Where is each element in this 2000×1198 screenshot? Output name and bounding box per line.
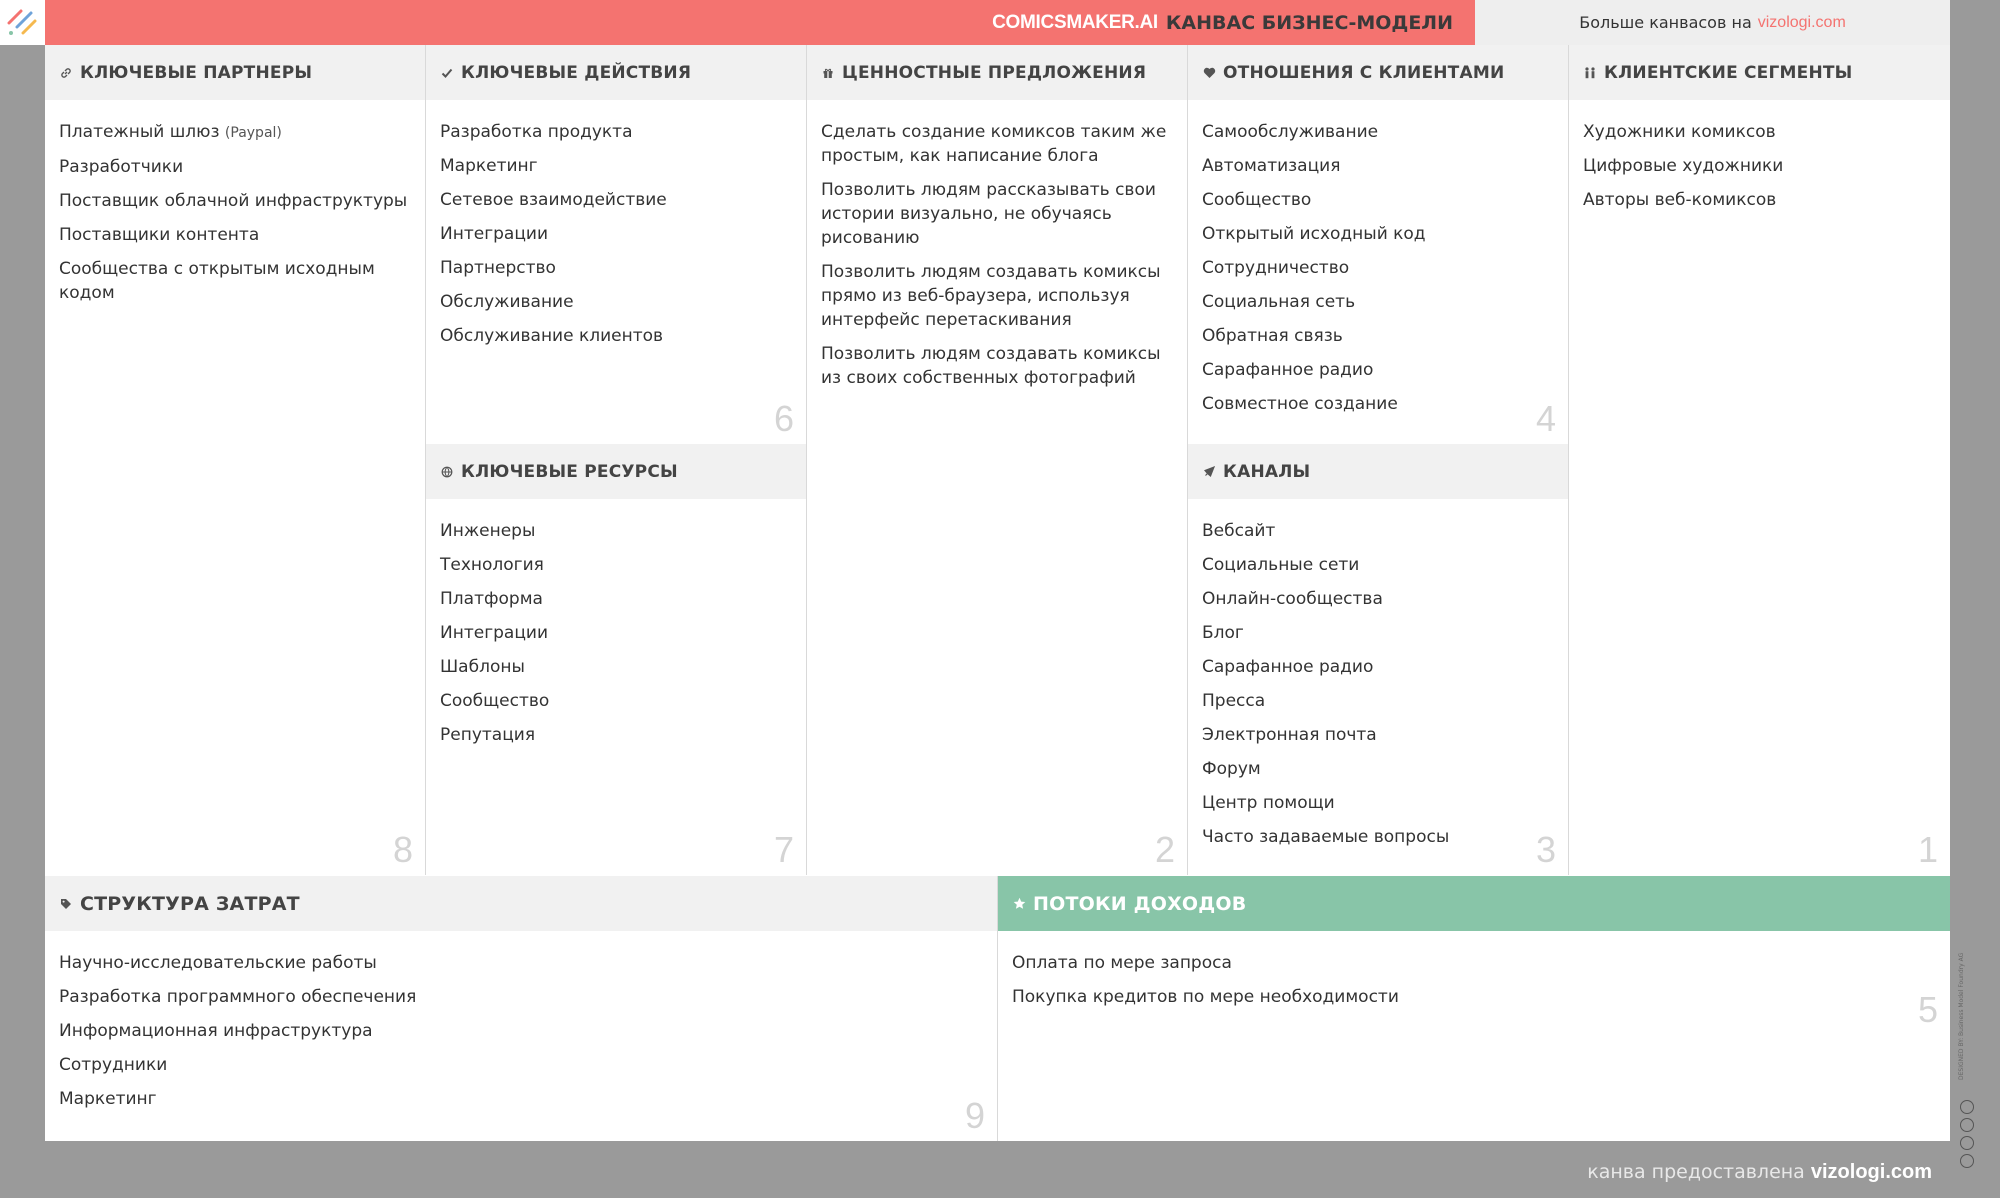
list-item: Маркетинг xyxy=(59,1089,157,1109)
footer-credit-text: канва предоставлена xyxy=(1587,1161,1805,1183)
list-item: Сарафанное радио xyxy=(1202,657,1374,677)
key-partners-header xyxy=(45,45,425,100)
cc-icon xyxy=(1960,1100,1974,1114)
link-icon xyxy=(59,66,73,80)
page-title: КАНВАС БИЗНЕС-МОДЕЛИ xyxy=(1165,11,1453,34)
business-model-canvas xyxy=(45,45,1950,1141)
customer-segments-title: КЛИЕНТСКИЕ СЕГМЕНТЫ xyxy=(1604,62,1853,83)
license-icon xyxy=(1960,1154,1974,1168)
list-item: Совместное создание xyxy=(1202,394,1398,414)
channels-list xyxy=(1188,499,1568,849)
header-bar xyxy=(45,0,1475,45)
key-partners-list xyxy=(45,100,425,305)
list-item: Позволить людям создавать комиксы из своих собственных фотографий xyxy=(821,344,1161,388)
customer-relationships-title: ОТНОШЕНИЯ С КЛИЕНТАМИ xyxy=(1223,62,1505,83)
list-item: Форум xyxy=(1202,759,1261,779)
people-icon xyxy=(1583,66,1597,80)
more-canvases-text: Больше канвасов на xyxy=(1579,13,1752,32)
list-item: Авторы веб-комиксов xyxy=(1583,190,1777,210)
plane-icon xyxy=(1202,465,1216,479)
vizologi-link[interactable]: vizologi.com xyxy=(1757,13,1846,31)
revenue-streams-header xyxy=(998,876,1950,931)
list-item: Научно-исследовательские работы xyxy=(59,953,377,973)
list-item: Обратная связь xyxy=(1202,326,1343,346)
globe-icon xyxy=(440,465,454,479)
key-activities-block xyxy=(426,45,807,445)
list-item: Социальные сети xyxy=(1202,555,1360,575)
star-icon xyxy=(1012,897,1026,911)
revenue-streams-list xyxy=(998,931,1950,1009)
list-item: Часто задаваемые вопросы xyxy=(1202,827,1450,847)
value-propositions-header xyxy=(807,45,1187,100)
channels-block xyxy=(1188,444,1569,875)
list-item: Партнерство xyxy=(440,258,556,278)
customer-relationships-list xyxy=(1188,100,1568,416)
cost-structure-title: СТРУКТУРА ЗАТРАТ xyxy=(80,892,300,915)
list-item: Интеграции xyxy=(440,623,549,643)
list-item: Позволить людям создавать комиксы прямо из веб-браузера, используя интерфейс перетаскивания xyxy=(821,262,1161,330)
key-activities-title: КЛЮЧЕВЫЕ ДЕЙСТВИЯ xyxy=(461,62,692,83)
list-item: Центр помощи xyxy=(1202,793,1335,813)
channels-header xyxy=(1188,444,1568,499)
revenue-streams-title: ПОТОКИ ДОХОДОВ xyxy=(1033,892,1247,915)
more-canvases-banner xyxy=(1475,0,1950,45)
key-partners-block xyxy=(45,45,426,875)
footer-credit-link[interactable]: vizologi.com xyxy=(1810,1161,1932,1183)
key-resources-block xyxy=(426,444,807,875)
list-item: Информационная инфраструктура xyxy=(59,1021,373,1041)
list-item: Пресса xyxy=(1202,691,1266,711)
list-item: Разработка продукта xyxy=(440,122,633,142)
value-propositions-title: ЦЕННОСТНЫЕ ПРЕДЛОЖЕНИЯ xyxy=(842,62,1147,83)
list-item: Самообслуживание xyxy=(1202,122,1379,142)
list-item: Сетевое взаимодействие xyxy=(440,190,667,210)
list-item: Автоматизация xyxy=(1202,156,1341,176)
list-item: Вебсайт xyxy=(1202,521,1276,541)
designer-credit: DESIGNED BY: Business Model Foundry AG xyxy=(1958,952,1965,1080)
heart-icon xyxy=(1202,66,1216,80)
list-item: Сообщество xyxy=(1202,190,1312,210)
tag-icon xyxy=(59,897,73,911)
block-number: 3 xyxy=(1535,829,1556,870)
list-item: Обслуживание клиентов xyxy=(440,326,664,346)
list-item: Сотрудники xyxy=(59,1055,168,1075)
cost-structure-list xyxy=(45,931,997,1111)
list-item: Электронная почта xyxy=(1202,725,1377,745)
list-item: Открытый исходный код xyxy=(1202,224,1426,244)
cost-structure-block xyxy=(45,876,998,1141)
list-item: Платформа xyxy=(440,589,543,609)
list-item: Оплата по мере запроса xyxy=(1012,953,1232,973)
vizologi-logo[interactable] xyxy=(0,0,45,45)
list-item: Инженеры xyxy=(440,521,536,541)
list-item: Репутация xyxy=(440,725,536,745)
customer-relationships-block xyxy=(1188,45,1569,445)
block-number: 4 xyxy=(1535,398,1556,439)
footer-credit xyxy=(1587,1161,1932,1184)
list-item: Поставщики контента xyxy=(59,225,260,245)
list-item: Социальная сеть xyxy=(1202,292,1356,312)
list-item: Сарафанное радио xyxy=(1202,360,1374,380)
block-number: 1 xyxy=(1917,829,1938,870)
customer-segments-list xyxy=(1569,100,1950,212)
list-item: Сделать создание комиксов таким же простым, как написание блога xyxy=(821,122,1167,166)
key-resources-list xyxy=(426,499,806,747)
license-icons xyxy=(1960,1100,1974,1168)
block-number: 9 xyxy=(964,1095,985,1136)
list-item: Онлайн-сообщества xyxy=(1202,589,1383,609)
key-activities-header xyxy=(426,45,806,100)
by-icon xyxy=(1960,1118,1974,1132)
list-item: Художники комиксов xyxy=(1583,122,1776,142)
list-item: Интеграции xyxy=(440,224,549,244)
list-item: Цифровые художники xyxy=(1583,156,1784,176)
list-item: Сообщества с открытым исходным кодом xyxy=(59,259,375,303)
customer-segments-header xyxy=(1569,45,1950,100)
logo-icon xyxy=(7,7,37,37)
block-number: 2 xyxy=(1154,829,1175,870)
value-propositions-block xyxy=(807,45,1188,875)
key-partners-title: КЛЮЧЕВЫЕ ПАРТНЕРЫ xyxy=(80,62,313,83)
list-item: Покупка кредитов по мере необходимости xyxy=(1012,987,1399,1007)
channels-title: КАНАЛЫ xyxy=(1223,461,1311,482)
list-item: Разработка программного обеспечения xyxy=(59,987,417,1007)
customer-segments-block xyxy=(1569,45,1950,875)
cost-structure-header xyxy=(45,876,997,931)
check-icon xyxy=(440,66,454,80)
list-item: Шаблоны xyxy=(440,657,525,677)
customer-relationships-header xyxy=(1188,45,1568,100)
list-item: Обслуживание xyxy=(440,292,574,312)
block-number: 5 xyxy=(1917,989,1938,1030)
list-item: Блог xyxy=(1202,623,1244,643)
list-item: Сотрудничество xyxy=(1202,258,1350,278)
block-number: 7 xyxy=(773,829,794,870)
side-credits xyxy=(1950,860,2000,1198)
block-number: 6 xyxy=(773,398,794,439)
key-resources-title: КЛЮЧЕВЫЕ РЕСУРСЫ xyxy=(461,461,678,482)
list-item: Позволить людям рассказывать свои истории визуально, не обучаясь рисованию xyxy=(821,180,1156,248)
revenue-streams-block xyxy=(998,876,1950,1141)
list-item: Разработчики xyxy=(59,157,184,177)
list-item: Маркетинг xyxy=(440,156,538,176)
gift-icon xyxy=(821,66,835,80)
list-item: Поставщик облачной инфраструктуры xyxy=(59,191,408,211)
list-item: Сообщество xyxy=(440,691,550,711)
block-number: 8 xyxy=(392,829,413,870)
list-item: Технология xyxy=(440,555,544,575)
value-propositions-list xyxy=(807,100,1187,390)
key-activities-list xyxy=(426,100,806,348)
company-brand: COMICSMAKER.AI xyxy=(992,11,1158,33)
sa-icon xyxy=(1960,1136,1974,1150)
list-item: Платежный шлюз (Paypal) xyxy=(59,122,282,142)
key-resources-header xyxy=(426,444,806,499)
